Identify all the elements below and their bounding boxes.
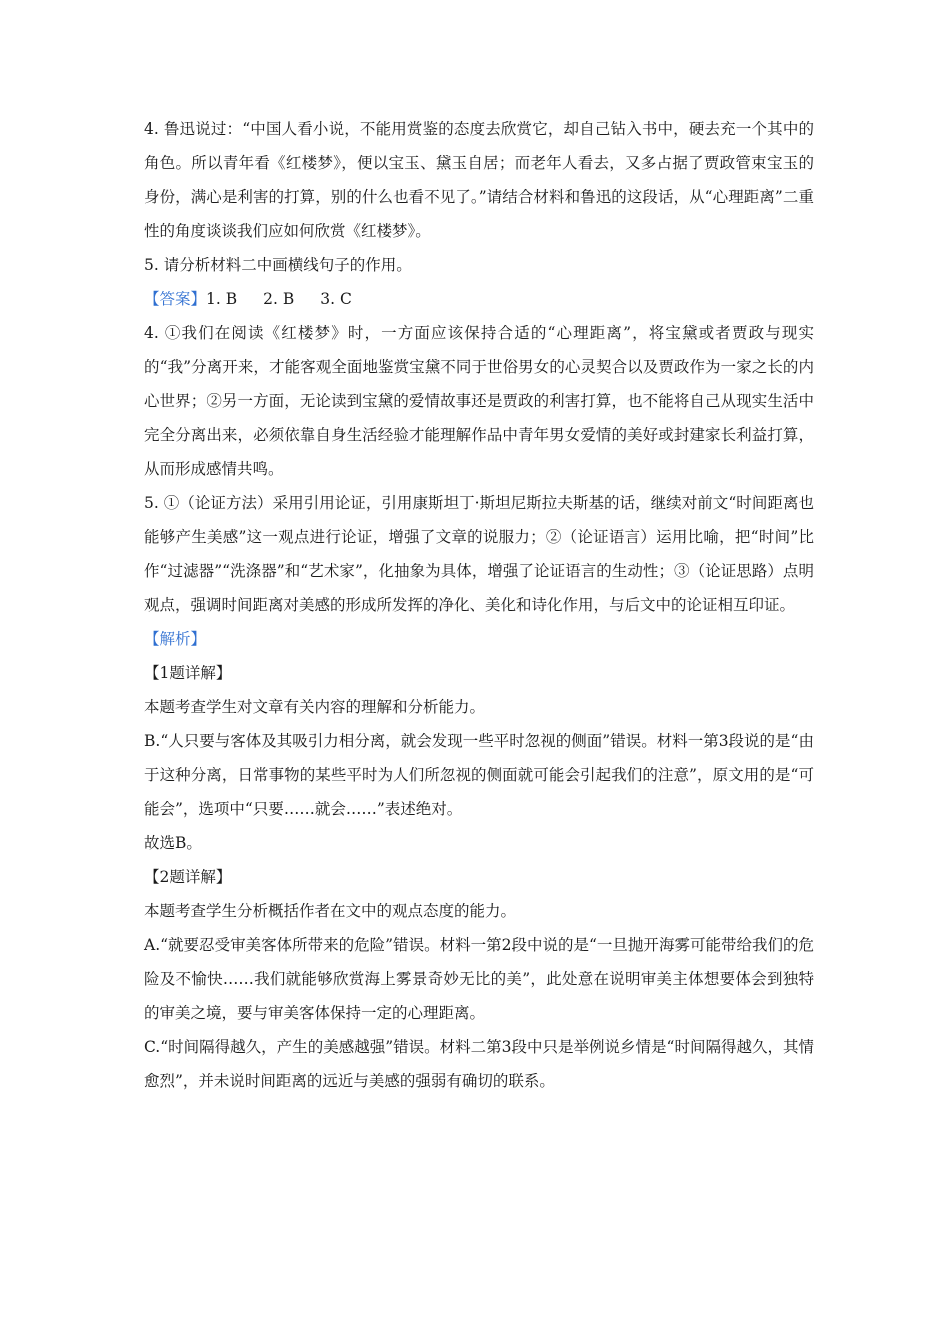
answer-5: 5. ①（论证方法）采用引用论证，引用康斯坦丁·斯坦尼斯拉夫斯基的话，继续对前文“时间距离也能够产生美感”这一观点进行论证，增强了文章的说服力；②（论证语言）运用比喻，把“时间”比作“过滤器”“洗涤器”和“艺术家”，化抽象为具体，增强了论证语言的生动性；③（论证思路）点明观点，强调时间距离对美感的形成所发挥的净化、美化和诗化作用，与后文中的论证相互印证。	[144, 494, 814, 614]
detail-1-title: 【1题详解】	[144, 664, 232, 682]
answer-3: 3. C	[320, 290, 352, 308]
detail-2-option-c: C.“时间隔得越久，产生的美感越强”错误。材料二第3段中只是举例说乡情是“时间隔得越久，其情愈烈”，并未说时间距离的远近与美感的强弱有确切的联系。	[144, 1038, 814, 1090]
detail-2-intro: 本题考查学生分析概括作者在文中的观点态度的能力。	[144, 902, 517, 920]
answer-1: 1. B	[206, 290, 238, 308]
analysis-tag: 【解析】	[144, 630, 207, 648]
question-4: 4. 鲁迅说过：“中国人看小说，不能用赏鉴的态度去欣赏它，却自己钻入书中，硬去充一个其中的角色。所以青年看《红楼梦》，便以宝玉、黛玉自居；而老年人看去，又多占据了贾政管束宝玉的身份，满心是利害的打算，别的什么也看不见了。”请结合材料和鲁迅的这段话，从“心理距离”二重性的角度谈谈我们应如何欣赏《红楼梦》。	[144, 120, 814, 240]
answer-2: 2. B	[263, 290, 295, 308]
detail-1-conclusion: 故选B。	[144, 834, 202, 852]
answer-4: 4. ①我们在阅读《红楼梦》时，一方面应该保持合适的“心理距离”，将宝黛或者贾政与现实的“我”分离开来，才能客观全面地鉴赏宝黛不同于世俗男女的心灵契合以及贾政作为一家之长的内心世界；②另一方面，无论读到宝黛的爱情故事还是贾政的利害打算，也不能将自己从现实生活中完全分离出来，必须依靠自身生活经验才能理解作品中青年男女爱情的美好或封建家长利益打算，从而形成感情共鸣。	[144, 324, 814, 478]
answer-line	[144, 282, 814, 316]
answer-tag: 【答案】	[144, 290, 207, 308]
document-page	[144, 112, 814, 1098]
question-5: 5. 请分析材料二中画横线句子的作用。	[144, 256, 412, 274]
detail-1-option-b: B.“人只要与客体及其吸引力相分离，就会发现一些平时忽视的侧面”错误。材料一第3段说的是“由于这种分离，日常事物的某些平时为人们所忽视的侧面就可能会引起我们的注意”，原文用的是“可能会”，选项中“只要……就会……”表述绝对。	[144, 732, 814, 818]
detail-2-title: 【2题详解】	[144, 868, 232, 886]
detail-2-option-a: A.“就要忍受审美客体所带来的危险”错误。材料一第2段中说的是“一旦抛开海雾可能带给我们的危险及不愉快……我们就能够欣赏海上雾景奇妙无比的美”，此处意在说明审美主体想要体会到独特的审美之境，要与审美客体保持一定的心理距离。	[144, 936, 814, 1022]
detail-1-intro: 本题考查学生对文章有关内容的理解和分析能力。	[144, 698, 486, 716]
